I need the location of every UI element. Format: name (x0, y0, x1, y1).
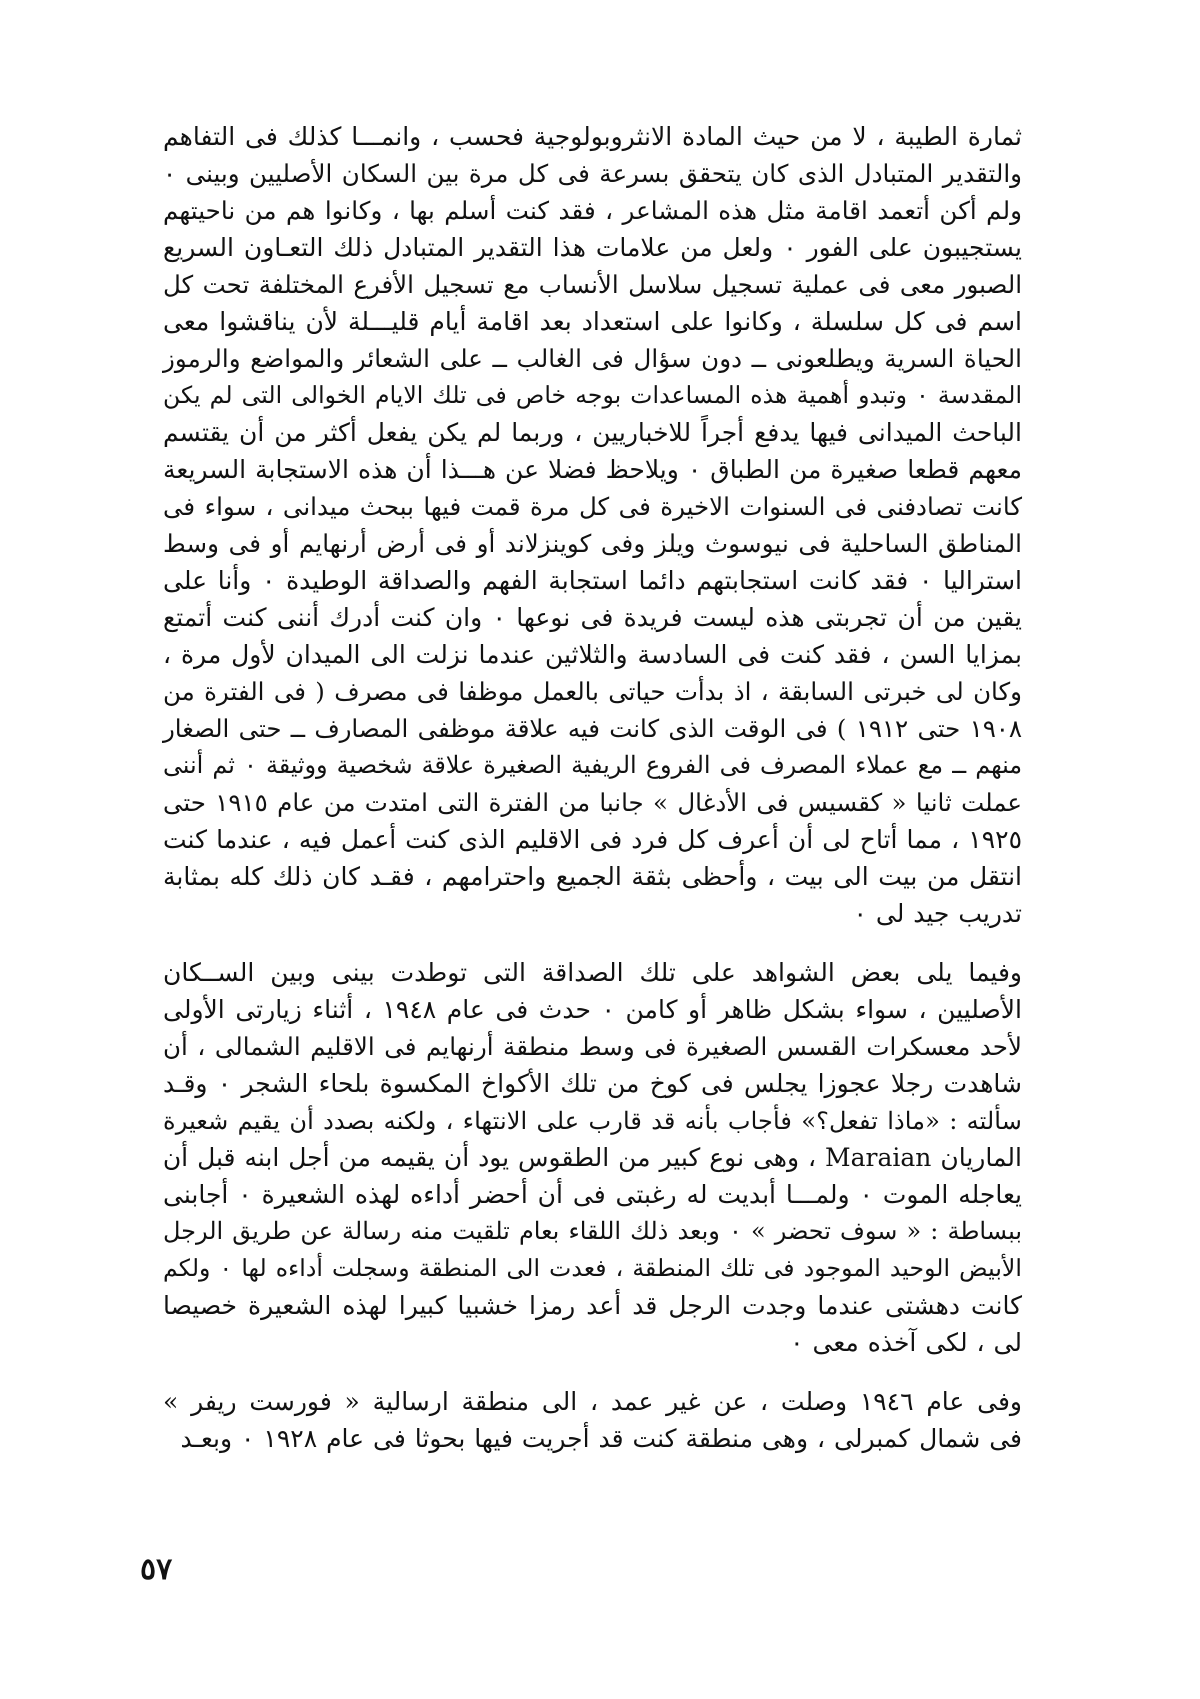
text-line: استراليا ٠ فقد كانت استجابتهم دائما استجابة الفهم والصداقة الوطيدة ٠ وأنا على (163, 566, 1022, 595)
text-line: يستجيبون على الفور ٠ ولعل من علامات هذا التقدير المتبادل ذلك التعـاون السريع (163, 233, 1022, 262)
text-line: لأحد معسكرات القسس الصغيرة فى وسط منطقة أرنهايم فى الاقليم الشمالى ، أن (163, 1032, 1022, 1061)
text-line: الأبيض الوحيد الموجود فى تلك المنطقة ، فعدت الى المنطقة وسجلت أداءه لها ٠ ولكم (163, 1254, 1022, 1282)
text-line: اسم فى كل سلسلة ، وكانوا على استعداد بعد اقامة أيام قليـــلة لأن يناقشوا معى (163, 307, 1022, 336)
text-line: الحياة السرية ويطلعونى ــ دون سؤال فى الغالب ــ على الشعائر والمواضع والرموز (163, 344, 1022, 373)
text-line: المناطق الساحلية فى نيوسوث ويلز وفى كوينزلاند أو فى أرض أرنهايم أو فى وسط (163, 529, 1022, 558)
text-line: وكان لى خبرتى السابقة ، اذ بدأت حياتى بالعمل موظفا فى مصرف ( فى الفترة من (163, 677, 1022, 706)
text-line: يقين من أن تجربتى هذه ليست فريدة فى نوعها ٠ وان كنت أدرك أننى كنت أتمتع (163, 603, 1022, 632)
text-line: شاهدت رجلا عجوزا يجلس فى كوخ من تلك الأكواخ المكسوة بلحاء الشجر ٠ وقـد (163, 1069, 1022, 1098)
text-line: سألته : «ماذا تفعل؟» فأجاب بأنه قد قارب على الانتهاء ، ولكنه بصدد أن يقيم شعيرة (163, 1106, 1022, 1135)
text-line: كانت دهشتى عندما وجدت الرجل قد أعد رمزا خشبيا كبيرا لهذه الشعيرة خصيصا (163, 1291, 1022, 1320)
text-line: وفيما يلى بعض الشواهد على تلك الصداقة التى توطدت بينى وبين الســكان (163, 958, 1022, 987)
text-line: عملت ثانيا « كقسيس فى الأدغال » جانبا من الفترة التى امتدت من عام ١٩١٥ حتى (163, 788, 1022, 817)
text-line: يعاجله الموت ٠ ولمـــا أبديت له رغبتى فى أن أحضر أداءه لهذه الشعيرة ٠ أجابنى (163, 1180, 1022, 1209)
text-line: ببساطة : « سوف تحضر » ٠ وبعد ذلك اللقاء بعام تلقيت منه رسالة عن طريق الرجل (163, 1217, 1022, 1245)
text-line: الأصليين ، سواء بشكل ظاهر أو كامن ٠ حدث فى عام ١٩٤٨ ، أثناء زيارتى الأولى (163, 995, 1022, 1024)
paragraph-3 (163, 1383, 1022, 1457)
text-line: تدريب جيد لى ٠ (853, 899, 1022, 928)
text-line: بمزايا السن ، فقد كنت فى السادسة والثلاثين عندما نزلت الى الميدان لأول مرة ، (163, 640, 1022, 669)
text-line: ١٩٢٥ ، مما أتاح لى أن أعرف كل فرد فى الاقليم الذى كنت أعمل فيه ، عندما كنت (163, 825, 1022, 854)
page-number: ٥٧ (140, 1552, 173, 1587)
text-line: والتقدير المتبادل الذى كان يتحقق بسرعة فى كل مرة بين السكان الأصليين وبينى ٠ (163, 159, 1022, 188)
text-line: المقدسة ٠ وتبدو أهمية هذه المساعدات بوجه خاص فى تلك الايام الخوالى التى لم يكن (163, 381, 1022, 409)
text-line: انتقل من بيت الى بيت ، وأحظى بثقة الجميع واحترامهم ، فقـد كان ذلك كله بمثابة (163, 862, 1022, 891)
text-line: الباحث الميدانى فيها يدفع أجراً للاخباريين ، وربما لم يكن يفعل أكثر من أن يقتسم (163, 418, 1022, 447)
text-line: منهم ــ مع عملاء المصرف فى الفروع الريفية الصغيرة علاقة شخصية ووثيقة ٠ ثم أننى (163, 751, 1022, 779)
text-line: كانت تصادفنى فى السنوات الاخيرة فى كل مرة قمت فيها ببحث ميدانى ، سواء فى (163, 492, 1022, 521)
text-line: ١٩٠٨ حتى ١٩١٢ ) فى الوقت الذى كانت فيه علاقة موظفى المصارف ــ حتى الصغار (163, 714, 1022, 743)
body-text (163, 118, 1022, 1457)
text-line: الماريان Maraian ، وهى نوع كبير من الطقوس يود أن يقيمه من أجل ابنه قبل أن (162, 1143, 1022, 1172)
text-line: وفى عام ١٩٤٦ وصلت ، عن غير عمد ، الى منطقة ارسالية « فورست ريفر » (163, 1387, 1022, 1416)
text-line: معهم قطعا صغيرة من الطباق ٠ ويلاحظ فضلا عن هـــذا أن هذه الاستجابة السريعة (163, 455, 1022, 484)
text-line: فى شمال كمبرلى ، وهى منطقة كنت قد أجريت فيها بحوثا فى عام ١٩٢٨ ٠ وبعـد (180, 1424, 1022, 1453)
paragraph-2 (163, 954, 1022, 1361)
paragraph-1 (163, 118, 1022, 932)
text-line: لى ، لكى آخذه معى ٠ (790, 1328, 1022, 1357)
text-line: ثمارة الطيبة ، لا من حيث المادة الانثروبولوجية فحسب ، وانمـــا كذلك فى التفاهم (163, 122, 1022, 151)
text-line: الصبور معى فى عملية تسجيل سلاسل الأنساب مع تسجيل الأفرع المختلفة تحت كل (163, 270, 1022, 299)
text-line: ولم أكن أتعمد اقامة مثل هذه المشاعر ، فقد كنت أسلم بها ، وكانوا هم من ناحيتهم (163, 196, 1022, 225)
